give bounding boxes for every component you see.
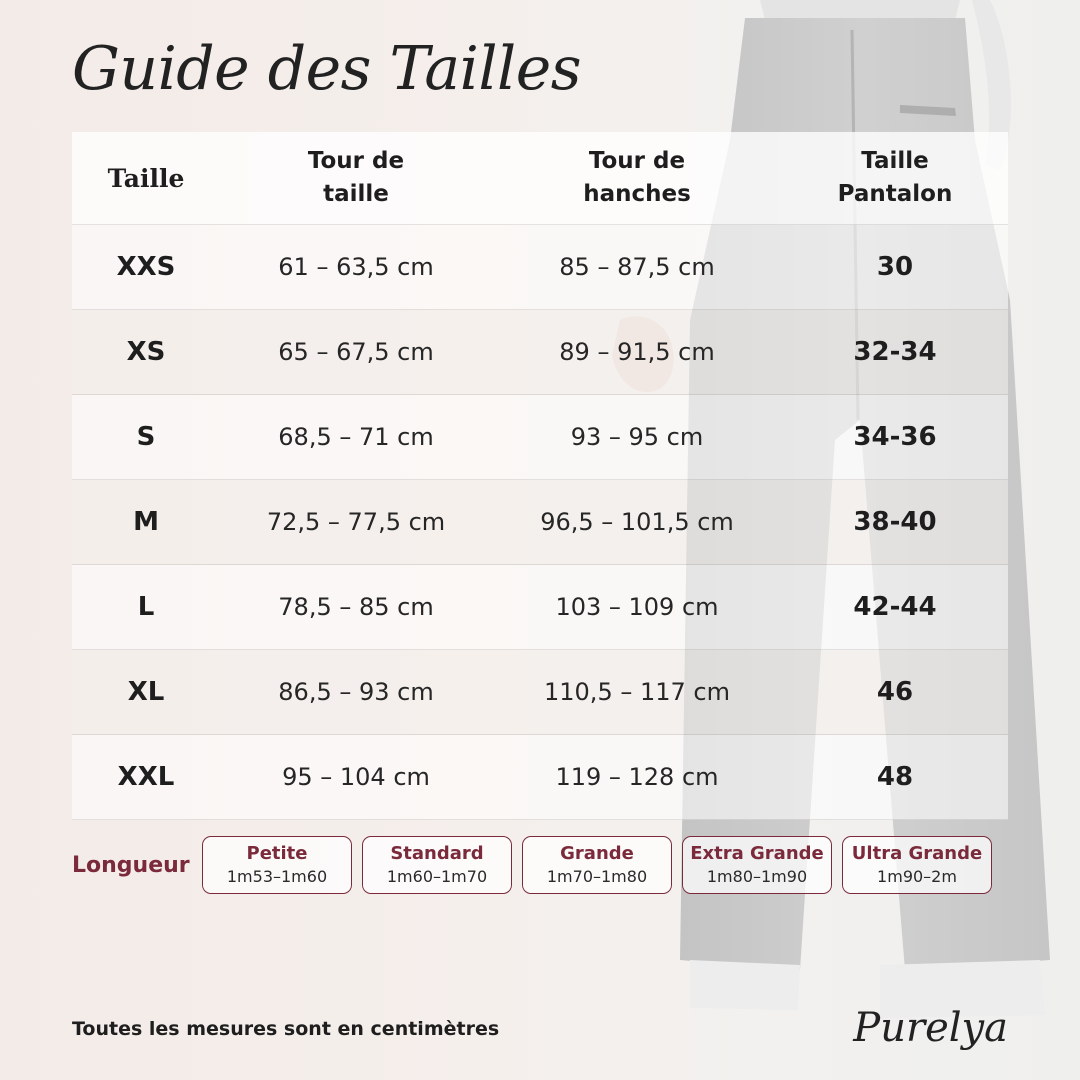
length-option-range: 1m90–2m [877,867,957,886]
hips-cell: 89 – 91,5 cm [559,338,715,366]
size-cell: XXS [116,252,176,282]
header-size: Taille [107,163,185,193]
size-cell: XXL [117,762,175,792]
pants-size-cell: 48 [876,762,914,792]
header-hips-line2: hanches [583,181,691,207]
page-title: Guide des Tailles [72,34,582,104]
table-row [72,480,1008,565]
table-row [72,565,1008,650]
length-option-name: Extra Grande [690,843,824,864]
brand-logo: Purelya [853,1005,1008,1051]
waist-cell: 61 – 63,5 cm [278,253,434,281]
length-option-grande[interactable] [522,836,672,894]
header-waist-line2: taille [323,181,389,207]
header-waist-line1: Tour de [307,148,405,174]
pants-size-cell: 38-40 [853,507,937,537]
length-option-extra-grande[interactable] [682,836,832,894]
table-row [72,735,1008,820]
table-row [72,650,1008,735]
length-option-name: Ultra Grande [851,843,983,864]
length-options [202,836,992,894]
waist-cell: 78,5 – 85 cm [278,593,434,621]
length-label: Longueur [72,852,190,878]
size-table [72,132,1008,820]
length-option-ultra-grande[interactable] [842,836,992,894]
length-option-range: 1m80–1m90 [706,867,808,886]
header-hips-line1: Tour de [588,148,686,174]
waist-cell: 65 – 67,5 cm [278,338,434,366]
waist-cell: 72,5 – 77,5 cm [266,508,446,536]
length-option-range: 1m53–1m60 [226,867,328,886]
waist-cell: 68,5 – 71 cm [278,423,434,451]
size-cell: M [133,507,159,537]
length-option-range: 1m60–1m70 [386,867,488,886]
length-option-name: Grande [560,843,634,864]
waist-cell: 86,5 – 93 cm [278,678,434,706]
hips-cell: 93 – 95 cm [570,423,704,451]
size-cell: L [137,592,155,622]
hips-cell: 85 – 87,5 cm [559,253,715,281]
pants-size-cell: 30 [876,252,914,282]
waist-cell: 95 – 104 cm [282,763,430,791]
table-row [72,310,1008,395]
table-header-row [72,132,1008,225]
length-option-range: 1m70–1m80 [546,867,648,886]
header-pants-line1: Taille [861,148,929,174]
hips-cell: 110,5 – 117 cm [544,678,730,706]
pants-size-cell: 34-36 [853,422,937,452]
measurement-footnote: Toutes les mesures sont en centimètres [72,1018,500,1040]
table-row [72,225,1008,310]
table-row [72,395,1008,480]
pants-size-cell: 32-34 [853,337,937,367]
pants-size-cell: 42-44 [853,592,937,622]
hips-cell: 119 – 128 cm [555,763,719,791]
pants-size-cell: 46 [876,677,914,707]
size-cell: XS [126,337,166,367]
header-pants-line2: Pantalon [837,181,953,207]
length-option-name: Standard [390,843,484,864]
length-option-standard[interactable] [362,836,512,894]
size-cell: S [136,422,156,452]
size-cell: XL [127,677,165,707]
length-section [72,834,1008,896]
length-option-name: Petite [246,843,308,864]
hips-cell: 103 – 109 cm [555,593,719,621]
header-waist [220,145,492,211]
hips-cell: 96,5 – 101,5 cm [540,508,734,536]
length-option-petite[interactable] [202,836,352,894]
header-hips [492,145,782,211]
header-pants [782,145,1008,211]
